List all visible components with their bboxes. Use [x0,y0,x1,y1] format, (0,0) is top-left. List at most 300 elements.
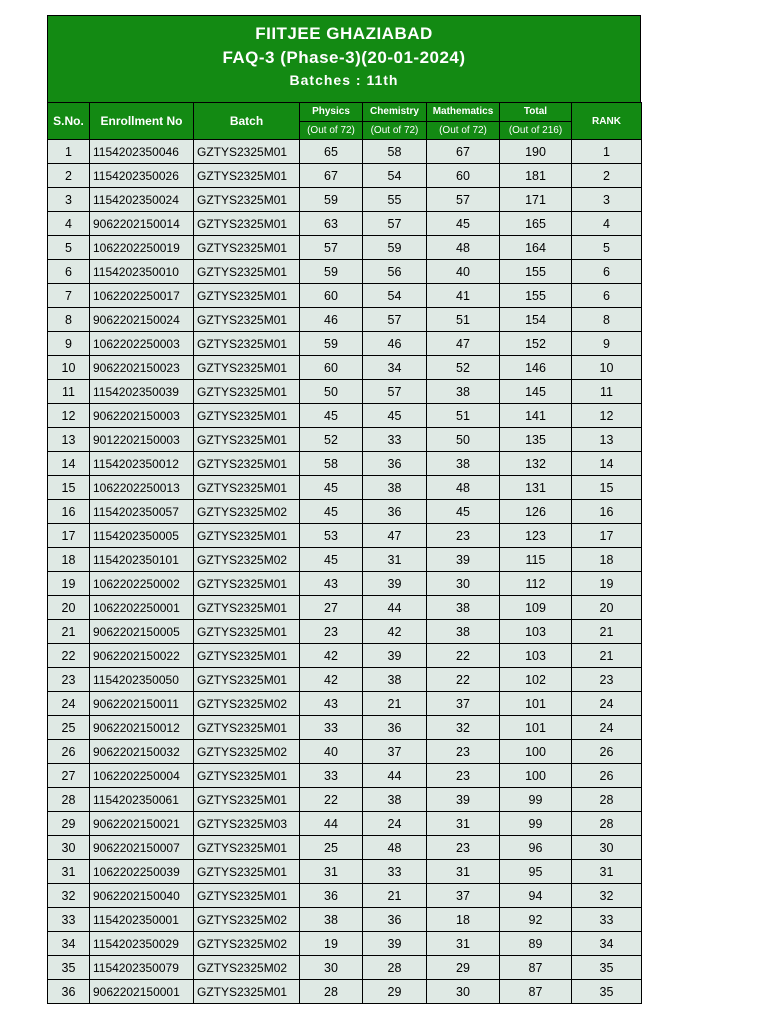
cell-sno: 26 [48,740,90,764]
cell-rank: 1 [572,140,642,164]
cell-chemistry: 28 [363,956,427,980]
cell-chemistry: 36 [363,452,427,476]
cell-enrollment: 9062202150032 [90,740,194,764]
cell-total: 155 [500,260,572,284]
cell-total: 101 [500,716,572,740]
cell-enrollment: 9062202150012 [90,716,194,740]
cell-total: 145 [500,380,572,404]
cell-mathematics: 18 [427,908,500,932]
cell-batch: GZTYS2325M01 [194,980,300,1004]
cell-batch: GZTYS2325M02 [194,932,300,956]
cell-total: 123 [500,524,572,548]
cell-rank: 30 [572,836,642,860]
cell-chemistry: 39 [363,932,427,956]
cell-enrollment: 1154202350061 [90,788,194,812]
cell-batch: GZTYS2325M01 [194,164,300,188]
cell-mathematics: 39 [427,548,500,572]
cell-batch: GZTYS2325M01 [194,476,300,500]
cell-total: 87 [500,956,572,980]
cell-enrollment: 1154202350101 [90,548,194,572]
cell-mathematics: 45 [427,500,500,524]
cell-batch: GZTYS2325M01 [194,764,300,788]
cell-rank: 33 [572,908,642,932]
cell-enrollment: 9062202150011 [90,692,194,716]
cell-chemistry: 36 [363,716,427,740]
cell-physics: 23 [300,620,363,644]
table-row [48,668,642,692]
cell-enrollment: 9062202150003 [90,404,194,428]
col-header-mathematics: Mathematics [427,103,500,122]
cell-enrollment: 1062202250004 [90,764,194,788]
cell-chemistry: 54 [363,284,427,308]
cell-rank: 12 [572,404,642,428]
table-row [48,716,642,740]
cell-rank: 13 [572,428,642,452]
cell-total: 171 [500,188,572,212]
cell-sno: 3 [48,188,90,212]
cell-chemistry: 33 [363,428,427,452]
cell-rank: 20 [572,596,642,620]
cell-chemistry: 42 [363,620,427,644]
cell-sno: 14 [48,452,90,476]
cell-chemistry: 38 [363,476,427,500]
cell-mathematics: 38 [427,452,500,476]
cell-rank: 23 [572,668,642,692]
cell-mathematics: 52 [427,356,500,380]
cell-physics: 28 [300,980,363,1004]
cell-enrollment: 1062202250002 [90,572,194,596]
cell-chemistry: 57 [363,380,427,404]
cell-batch: GZTYS2325M01 [194,884,300,908]
cell-batch: GZTYS2325M01 [194,308,300,332]
cell-mathematics: 48 [427,476,500,500]
cell-rank: 31 [572,860,642,884]
cell-sno: 32 [48,884,90,908]
cell-batch: GZTYS2325M01 [194,188,300,212]
table-row [48,452,642,476]
cell-total: 155 [500,284,572,308]
cell-mathematics: 30 [427,572,500,596]
cell-chemistry: 59 [363,236,427,260]
cell-chemistry: 39 [363,572,427,596]
cell-sno: 8 [48,308,90,332]
cell-total: 100 [500,740,572,764]
cell-enrollment: 1154202350039 [90,380,194,404]
cell-total: 95 [500,860,572,884]
cell-total: 94 [500,884,572,908]
table-row [48,260,642,284]
cell-batch: GZTYS2325M01 [194,284,300,308]
cell-enrollment: 9062202150023 [90,356,194,380]
cell-physics: 63 [300,212,363,236]
cell-physics: 42 [300,668,363,692]
cell-enrollment: 1062202250019 [90,236,194,260]
cell-batch: GZTYS2325M01 [194,404,300,428]
cell-mathematics: 41 [427,284,500,308]
cell-rank: 3 [572,188,642,212]
cell-chemistry: 56 [363,260,427,284]
cell-enrollment: 1062202250003 [90,332,194,356]
table-row [48,284,642,308]
cell-mathematics: 57 [427,188,500,212]
cell-mathematics: 50 [427,428,500,452]
cell-batch: GZTYS2325M02 [194,548,300,572]
cell-rank: 21 [572,644,642,668]
cell-sno: 36 [48,980,90,1004]
cell-physics: 30 [300,956,363,980]
cell-physics: 60 [300,284,363,308]
cell-physics: 27 [300,596,363,620]
cell-batch: GZTYS2325M01 [194,620,300,644]
institute-title: FIITJEE GHAZIABAD [255,24,433,43]
table-row [48,596,642,620]
cell-physics: 43 [300,572,363,596]
cell-batch: GZTYS2325M02 [194,956,300,980]
cell-rank: 35 [572,980,642,1004]
cell-rank: 24 [572,716,642,740]
cell-sno: 17 [48,524,90,548]
cell-rank: 15 [572,476,642,500]
cell-physics: 44 [300,812,363,836]
cell-batch: GZTYS2325M01 [194,332,300,356]
cell-rank: 5 [572,236,642,260]
cell-sno: 20 [48,596,90,620]
cell-chemistry: 21 [363,884,427,908]
cell-mathematics: 38 [427,380,500,404]
table-row [48,788,642,812]
table-row [48,764,642,788]
cell-physics: 22 [300,788,363,812]
cell-mathematics: 40 [427,260,500,284]
cell-rank: 11 [572,380,642,404]
col-header-chemistry: Chemistry [363,103,427,122]
cell-enrollment: 1154202350024 [90,188,194,212]
cell-total: 92 [500,908,572,932]
cell-physics: 19 [300,932,363,956]
cell-chemistry: 54 [363,164,427,188]
cell-mathematics: 22 [427,644,500,668]
cell-chemistry: 24 [363,812,427,836]
cell-enrollment: 9062202150014 [90,212,194,236]
cell-physics: 38 [300,908,363,932]
col-header-batch: Batch [194,103,300,140]
cell-batch: GZTYS2325M01 [194,644,300,668]
table-row [48,908,642,932]
cell-batch: GZTYS2325M02 [194,908,300,932]
cell-sno: 11 [48,380,90,404]
cell-mathematics: 31 [427,932,500,956]
cell-physics: 59 [300,260,363,284]
cell-physics: 59 [300,188,363,212]
cell-enrollment: 1154202350029 [90,932,194,956]
cell-rank: 28 [572,788,642,812]
cell-physics: 60 [300,356,363,380]
cell-enrollment: 9062202150040 [90,884,194,908]
cell-batch: GZTYS2325M01 [194,236,300,260]
cell-batch: GZTYS2325M01 [194,356,300,380]
total-max: (Out of 216) [500,121,572,140]
cell-chemistry: 48 [363,836,427,860]
cell-physics: 33 [300,764,363,788]
cell-sno: 35 [48,956,90,980]
cell-total: 99 [500,788,572,812]
cell-enrollment: 9012202150003 [90,428,194,452]
cell-total: 154 [500,308,572,332]
table-row [48,644,642,668]
cell-sno: 30 [48,836,90,860]
cell-enrollment: 1154202350079 [90,956,194,980]
physics-max: (Out of 72) [300,121,363,140]
cell-total: 181 [500,164,572,188]
cell-rank: 4 [572,212,642,236]
cell-mathematics: 23 [427,836,500,860]
cell-rank: 26 [572,764,642,788]
cell-enrollment: 1154202350046 [90,140,194,164]
col-header-physics: Physics [300,103,363,122]
cell-rank: 21 [572,620,642,644]
table-row [48,884,642,908]
cell-enrollment: 1154202350050 [90,668,194,692]
cell-physics: 52 [300,428,363,452]
chemistry-max: (Out of 72) [363,121,427,140]
cell-physics: 58 [300,452,363,476]
cell-mathematics: 67 [427,140,500,164]
cell-physics: 45 [300,500,363,524]
table-row [48,188,642,212]
cell-rank: 28 [572,812,642,836]
cell-mathematics: 22 [427,668,500,692]
cell-mathematics: 29 [427,956,500,980]
cell-physics: 57 [300,236,363,260]
cell-chemistry: 39 [363,644,427,668]
cell-enrollment: 9062202150001 [90,980,194,1004]
cell-mathematics: 39 [427,788,500,812]
cell-physics: 40 [300,740,363,764]
cell-enrollment: 1062202250039 [90,860,194,884]
table-row [48,620,642,644]
cell-chemistry: 38 [363,668,427,692]
table-row [48,428,642,452]
table-row [48,164,642,188]
cell-total: 141 [500,404,572,428]
cell-chemistry: 47 [363,524,427,548]
cell-rank: 6 [572,284,642,308]
cell-chemistry: 57 [363,308,427,332]
table-row [48,476,642,500]
cell-sno: 33 [48,908,90,932]
cell-chemistry: 36 [363,500,427,524]
cell-batch: GZTYS2325M01 [194,596,300,620]
cell-physics: 45 [300,404,363,428]
batches-label: Batches : 11th [289,72,399,88]
cell-rank: 19 [572,572,642,596]
cell-total: 190 [500,140,572,164]
cell-total: 131 [500,476,572,500]
cell-mathematics: 32 [427,716,500,740]
cell-mathematics: 45 [427,212,500,236]
cell-physics: 45 [300,548,363,572]
cell-physics: 31 [300,860,363,884]
cell-sno: 6 [48,260,90,284]
cell-sno: 25 [48,716,90,740]
cell-enrollment: 1154202350005 [90,524,194,548]
table-row [48,236,642,260]
cell-chemistry: 36 [363,908,427,932]
cell-chemistry: 21 [363,692,427,716]
cell-total: 99 [500,812,572,836]
cell-chemistry: 29 [363,980,427,1004]
cell-chemistry: 57 [363,212,427,236]
cell-total: 126 [500,500,572,524]
cell-enrollment: 1154202350057 [90,500,194,524]
cell-batch: GZTYS2325M01 [194,452,300,476]
cell-batch: GZTYS2325M01 [194,212,300,236]
table-row [48,572,642,596]
cell-physics: 25 [300,836,363,860]
cell-chemistry: 58 [363,140,427,164]
cell-total: 103 [500,620,572,644]
cell-chemistry: 38 [363,788,427,812]
cell-mathematics: 51 [427,308,500,332]
cell-batch: GZTYS2325M02 [194,740,300,764]
cell-sno: 7 [48,284,90,308]
exam-title: FAQ-3 (Phase-3)(20-01-2024) [222,48,466,67]
table-row [48,332,642,356]
cell-batch: GZTYS2325M01 [194,836,300,860]
cell-sno: 12 [48,404,90,428]
cell-rank: 8 [572,308,642,332]
cell-sno: 18 [48,548,90,572]
cell-total: 100 [500,764,572,788]
cell-mathematics: 60 [427,164,500,188]
cell-chemistry: 46 [363,332,427,356]
cell-total: 109 [500,596,572,620]
cell-mathematics: 23 [427,524,500,548]
cell-total: 164 [500,236,572,260]
cell-rank: 17 [572,524,642,548]
cell-sno: 2 [48,164,90,188]
sheet-header [47,15,641,102]
cell-sno: 5 [48,236,90,260]
cell-sno: 34 [48,932,90,956]
cell-chemistry: 55 [363,188,427,212]
cell-physics: 43 [300,692,363,716]
cell-total: 112 [500,572,572,596]
cell-sno: 1 [48,140,90,164]
table-row [48,812,642,836]
cell-rank: 35 [572,956,642,980]
cell-rank: 16 [572,500,642,524]
cell-mathematics: 31 [427,812,500,836]
cell-chemistry: 45 [363,404,427,428]
table-row [48,404,642,428]
cell-batch: GZTYS2325M02 [194,692,300,716]
cell-chemistry: 44 [363,764,427,788]
cell-physics: 65 [300,140,363,164]
cell-mathematics: 51 [427,404,500,428]
cell-mathematics: 38 [427,596,500,620]
cell-batch: GZTYS2325M01 [194,860,300,884]
cell-rank: 6 [572,260,642,284]
cell-batch: GZTYS2325M01 [194,572,300,596]
cell-sno: 9 [48,332,90,356]
cell-sno: 13 [48,428,90,452]
cell-total: 165 [500,212,572,236]
result-sheet [47,15,641,1004]
table-row [48,740,642,764]
cell-rank: 24 [572,692,642,716]
table-row [48,860,642,884]
cell-physics: 46 [300,308,363,332]
cell-batch: GZTYS2325M01 [194,716,300,740]
cell-rank: 26 [572,740,642,764]
cell-enrollment: 1062202250001 [90,596,194,620]
cell-enrollment: 9062202150021 [90,812,194,836]
cell-enrollment: 9062202150024 [90,308,194,332]
cell-sno: 21 [48,620,90,644]
table-row [48,380,642,404]
table-row [48,212,642,236]
cell-chemistry: 31 [363,548,427,572]
cell-mathematics: 38 [427,620,500,644]
cell-mathematics: 37 [427,692,500,716]
cell-enrollment: 1154202350010 [90,260,194,284]
cell-mathematics: 37 [427,884,500,908]
col-header-rank: RANK [572,103,642,140]
cell-batch: GZTYS2325M03 [194,812,300,836]
cell-sno: 22 [48,644,90,668]
table-row [48,308,642,332]
mathematics-max: (Out of 72) [427,121,500,140]
cell-rank: 14 [572,452,642,476]
cell-sno: 27 [48,764,90,788]
table-row [48,524,642,548]
cell-rank: 34 [572,932,642,956]
cell-rank: 18 [572,548,642,572]
cell-total: 101 [500,692,572,716]
cell-total: 87 [500,980,572,1004]
cell-chemistry: 44 [363,596,427,620]
cell-enrollment: 1154202350012 [90,452,194,476]
cell-physics: 45 [300,476,363,500]
cell-physics: 50 [300,380,363,404]
cell-batch: GZTYS2325M01 [194,380,300,404]
cell-physics: 67 [300,164,363,188]
cell-total: 152 [500,332,572,356]
cell-mathematics: 30 [427,980,500,1004]
cell-batch: GZTYS2325M01 [194,668,300,692]
cell-physics: 59 [300,332,363,356]
table-row [48,836,642,860]
cell-total: 89 [500,932,572,956]
cell-enrollment: 9062202150007 [90,836,194,860]
table-row [48,500,642,524]
table-row [48,692,642,716]
cell-total: 115 [500,548,572,572]
cell-batch: GZTYS2325M01 [194,260,300,284]
cell-rank: 10 [572,356,642,380]
cell-sno: 28 [48,788,90,812]
cell-sno: 16 [48,500,90,524]
cell-total: 102 [500,668,572,692]
cell-sno: 24 [48,692,90,716]
cell-sno: 15 [48,476,90,500]
cell-sno: 4 [48,212,90,236]
cell-sno: 31 [48,860,90,884]
cell-batch: GZTYS2325M01 [194,524,300,548]
table-row [48,356,642,380]
col-header-enrollment: Enrollment No [90,103,194,140]
